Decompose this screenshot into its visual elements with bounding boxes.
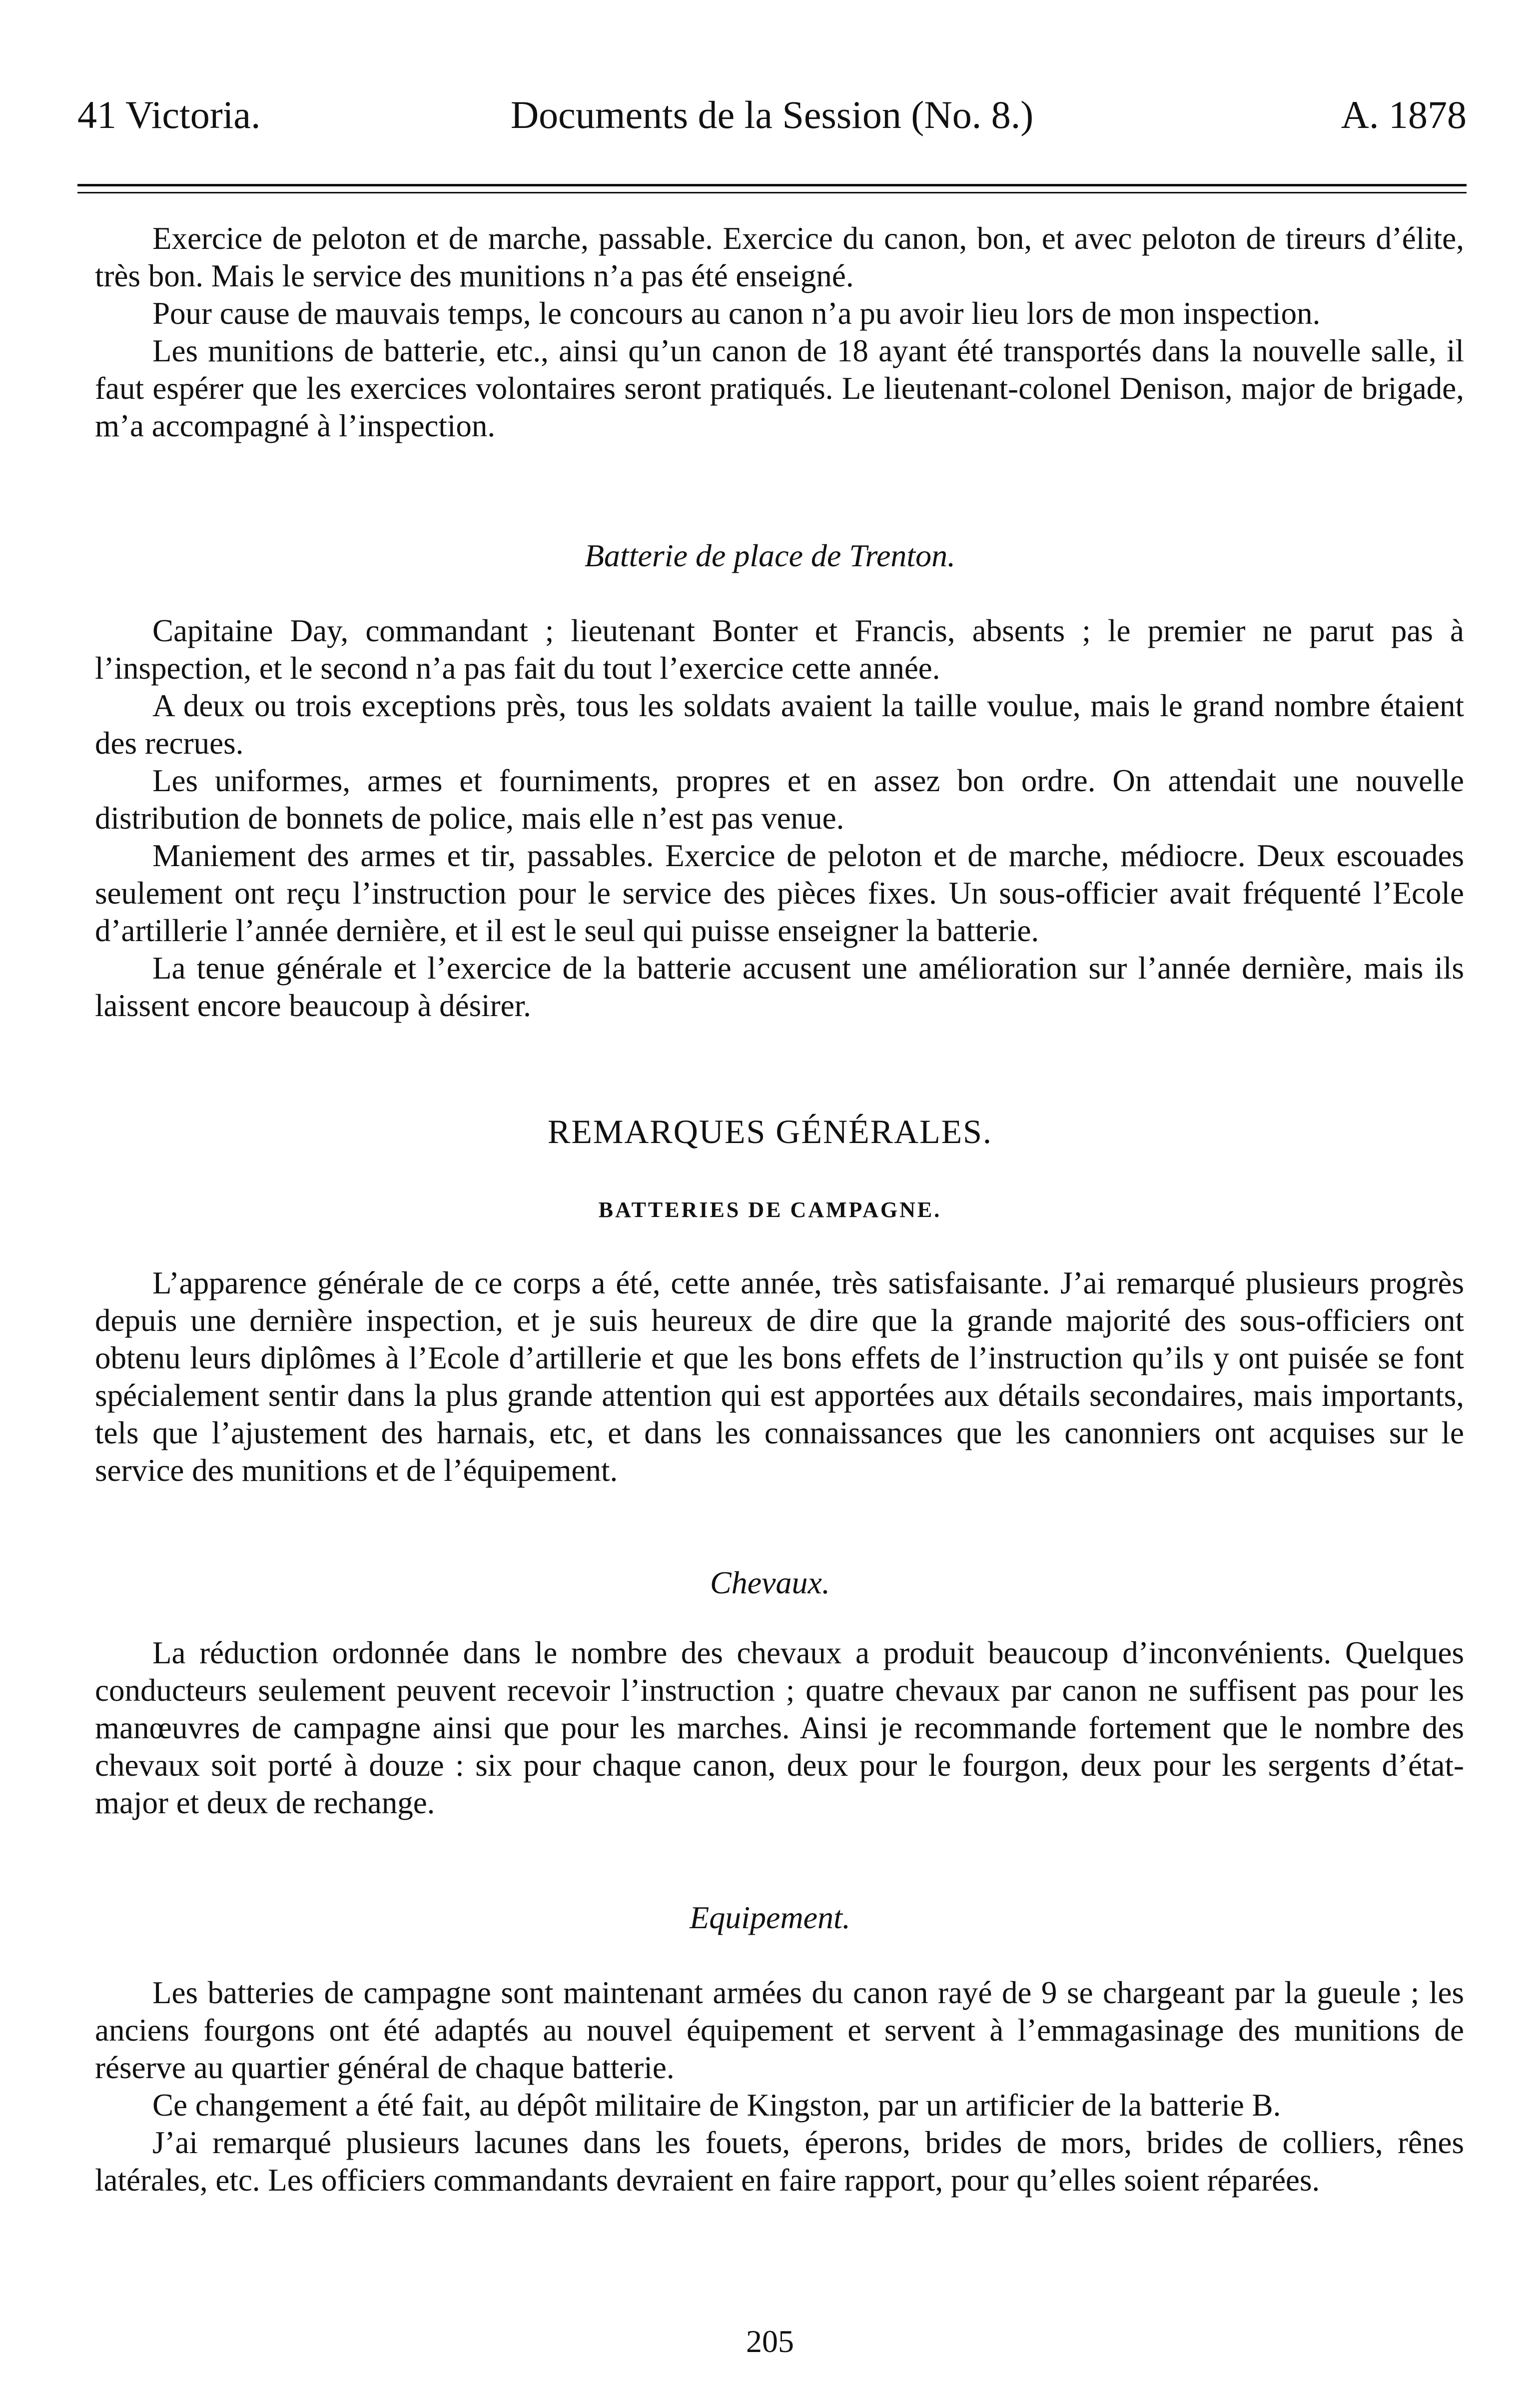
sub-heading-batteries: BATTERIES DE CAMPAGNE.: [598, 1198, 942, 1222]
intro-paragraphs: [95, 220, 1464, 445]
header-rule-thin: [77, 192, 1467, 193]
paragraph: La tenue générale et l’exercice de la batterie accusent une amélioration sur l’année dernière, mais ils laissent encore beaucoup à désirer.: [95, 951, 1464, 1023]
paragraph: Les munitions de batterie, etc., ainsi qu’un canon de 18 ayant été transportés dans la nouvelle salle, il faut espérer que les exercices volontaires seront pratiqués. Le lieutenant-colonel Denison, major de brigade, m’a accompagné à l’inspection.: [95, 333, 1464, 443]
header-title: Documents de la Session (No. 8.): [510, 93, 1034, 136]
running-header: [77, 85, 1467, 145]
chevaux-paragraphs: [95, 1634, 1464, 1822]
equipement-paragraphs: [95, 1974, 1464, 2199]
paragraph: Les batteries de campagne sont maintenant armées du canon rayé de 9 se chargeant par la gueule ; les anciens fourgons ont été adaptés au nouvel équipement et servent à l’emmagasinage des munitions de réserve au quartier général de chaque batterie.: [95, 1975, 1464, 2085]
section-heading-equipement: Equipement.: [690, 1900, 850, 1935]
paragraph: A deux ou trois exceptions près, tous les soldats avaient la taille voulue, mais le grand nombre étaient des recrues.: [95, 688, 1464, 761]
paragraph: Pour cause de mauvais temps, le concours au canon n’a pu avoir lieu lors de mon inspection.: [152, 296, 1321, 331]
paragraph: L’apparence générale de ce corps a été, cette année, très satisfaisante. J’ai remarqué plusieurs progrès depuis une dernière inspection, et je suis heureux de dire que la grande majorité des sous-officiers ont obtenu leurs diplômes à l’Ecole d’artillerie et que les bons effets de l’instruction qu’ils y ont puisée se font spécialement sentir dans la plus grande attention qui est apportées aux détails secondaires, mais importants, tels que l’ajustement des harnais, etc, et dans les connaissances que les canonniers ont acquises sur le service des munitions et de l’équipement.: [95, 1265, 1464, 1488]
header-volume: 41 Victoria.: [77, 93, 261, 136]
trenton-paragraphs: [95, 612, 1464, 1025]
paragraph: J’ai remarqué plusieurs lacunes dans les fouets, éperons, brides de mors, brides de colliers, rênes latérales, etc. Les officiers commandants devraient en faire rapport, pour qu’elles soient réparées.: [95, 2125, 1464, 2198]
page-number: 205: [746, 2324, 794, 2359]
paragraph: Ce changement a été fait, au dépôt militaire de Kingston, par un artificier de la batterie B.: [152, 2088, 1281, 2123]
section-heading-chevaux: Chevaux.: [710, 1565, 830, 1600]
paragraph: La réduction ordonnée dans le nombre des chevaux a produit beaucoup d’inconvénients. Quelques conducteurs seulement peuvent recevoir l’instruction ; quatre chevaux par canon ne suffisent pas pour les manœuvres de campagne ainsi que pour les marches. Ainsi je recommande fortement que le nombre des chevaux soit porté à douze : six pour chaque canon, deux pour le fourgon, deux pour les sergents d’état-major et deux de rechange.: [95, 1635, 1464, 1820]
header-rule: [77, 184, 1467, 186]
paragraph: Maniement des armes et tir, passables. Exercice de peloton et de marche, médiocre. Deux escouades seulement ont reçu l’instruction pour le service des pièces fixes. Un sous-officier avait fréquenté l’Ecole d’artillerie l’année dernière, et il est le seul qui puisse enseigner la batterie.: [95, 838, 1464, 948]
header-year: A. 1878: [1341, 93, 1467, 136]
paragraph: Capitaine Day, commandant ; lieutenant Bonter et Francis, absents ; le premier ne parut pas à l’inspection, et le second n’a pas fait du tout l’exercice cette année.: [95, 613, 1464, 686]
remarques-paragraphs: [95, 1264, 1464, 1489]
main-heading-remarques: REMARQUES GÉNÉRALES.: [547, 1113, 993, 1151]
section-heading-trenton: Batterie de place de Trenton.: [584, 538, 956, 573]
paragraph: Exercice de peloton et de marche, passable. Exercice du canon, bon, et avec peloton de tireurs d’élite, très bon. Mais le service des munitions n’a pas été enseigné.: [95, 221, 1464, 293]
paragraph: Les uniformes, armes et fourniments, propres et en assez bon ordre. On attendait une nouvelle distribution de bonnets de police, mais elle n’est pas venue.: [95, 763, 1464, 836]
